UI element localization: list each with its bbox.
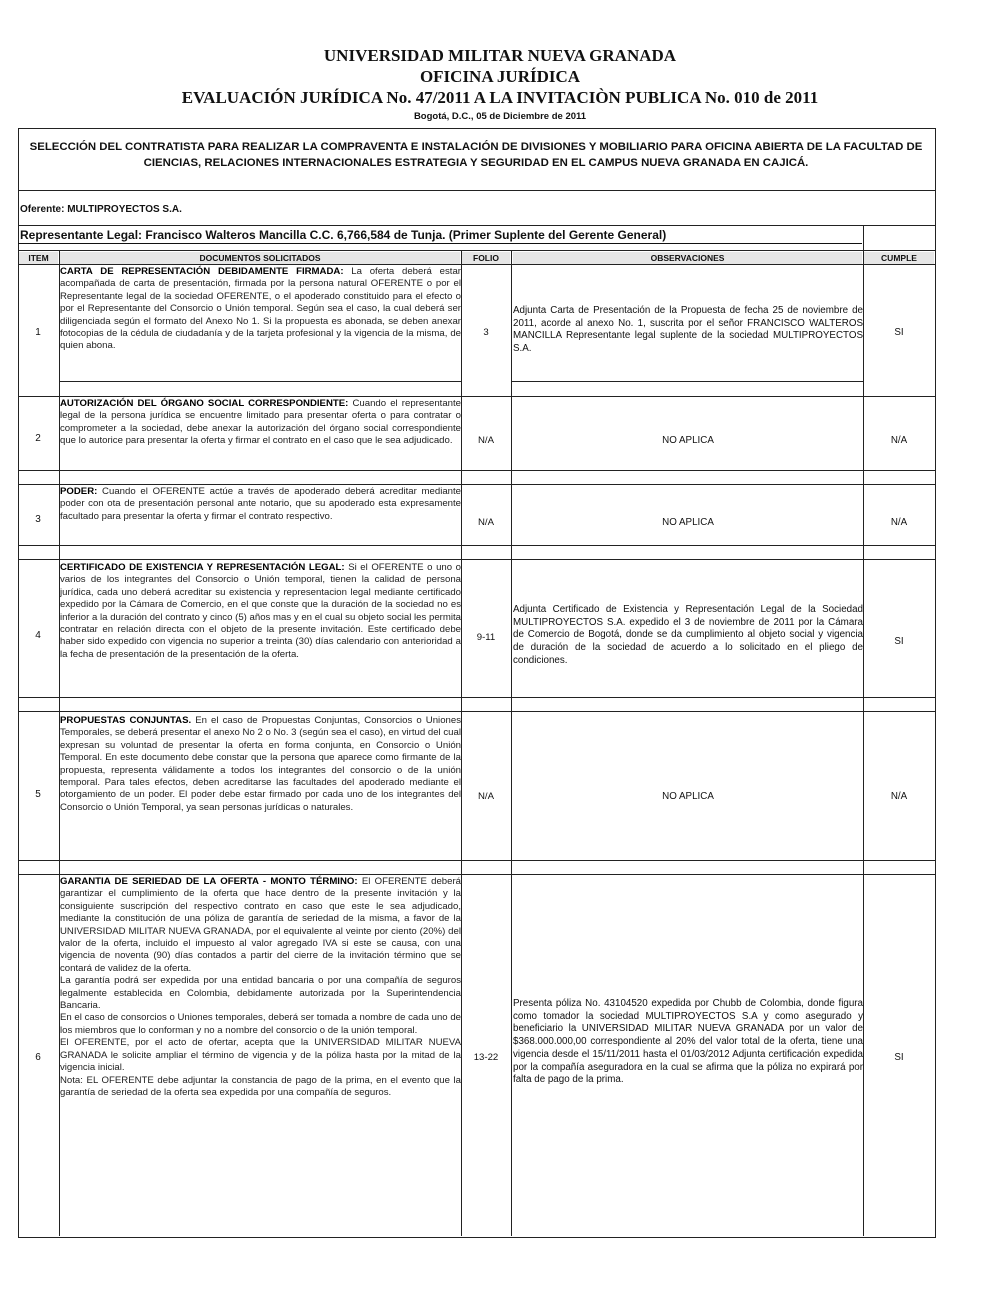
row-document-paragraph: La garantía podrá ser expedida por una entidad bancaria o por una compañía de seguros legalmente establecida en Colombia, debidamente autorizada por la Superintendencia Bancaria.: [60, 975, 461, 1012]
row-observations: Adjunta Certificado de Existencia y Representación Legal de la Sociedad MULTIPROYECTOS S.A. expedido el 3 de noviembre de 2011 por la Cámara de Comercio de Bogotá, donde se da cumplimiento al objeto social y vigencia de duración de la sociedad de acuerdo a lo solicitado en el pliego de condiciones.: [513, 604, 863, 666]
row-divider: [512, 381, 864, 382]
column-header-docs: DOCUMENTOS SOLICITADOS: [60, 252, 460, 264]
row-cumple: SI: [894, 636, 904, 647]
row-folio: N/A: [478, 791, 494, 802]
row-cumple: N/A: [890, 517, 908, 528]
row-cumple: SI: [894, 1052, 904, 1063]
row-divider: [60, 381, 462, 382]
row-divider: [18, 697, 935, 698]
divider: [18, 225, 935, 226]
row-observations: NO APLICA: [662, 791, 714, 802]
row-document-title: CARTA DE REPRESENTACIÓN DEBIDAMENTE FIRMADA:: [60, 266, 344, 277]
divider: [18, 243, 862, 244]
row-document-title: PROPUESTAS CONJUNTAS.: [60, 715, 192, 726]
row-document-paragraph: En el caso de consorcios o Uniones temporales, deberá ser tomada a nombre de cada uno de los miembros que lo conforman y no a nombre del consorcio o de la unión temporal.: [60, 1012, 461, 1036]
row-cumple: N/A: [890, 435, 908, 446]
row-item-number: 2: [35, 433, 41, 444]
row-folio: 9-11: [476, 632, 496, 643]
row-document-body: En el caso de Propuestas Conjuntas, Consorcios o Uniones Temporales, se deberá presentar el anexo No 2 o No. 3 (según sea el caso), en virtud del cual expresan su voluntad de presentar la oferta en forma conjunta, en Consorcio o Unión Temporal. En este documento debe constar que la persona que aparece como firmante de la propuesta, representa válidamente a todos los integrantes del consorcio o de la unión temporal. Para tales efectos, deben acreditarse las facultades del apoderado mediante el otorgamiento de un poder. El poder debe estar firmado por cada uno de los integrantes del Consorcio o Unión Temporal, ya sean personas jurídicas o naturales.: [60, 715, 461, 813]
column-line: [863, 225, 864, 1236]
row-folio: 13-22: [473, 1052, 499, 1063]
oferente-label: Oferente: MULTIPROYECTOS S.A.: [20, 204, 182, 215]
row-folio: 3: [483, 327, 489, 338]
divider: [18, 190, 935, 191]
university-title: UNIVERSIDAD MILITAR NUEVA GRANADA: [323, 46, 677, 65]
row-document-text: [60, 715, 461, 814]
row-item-number: 6: [35, 1052, 41, 1063]
row-folio: N/A: [478, 435, 494, 446]
row-item-number: 1: [35, 327, 41, 338]
row-divider: [18, 559, 935, 560]
row-observations: NO APLICA: [662, 517, 714, 528]
row-observations: NO APLICA: [662, 435, 714, 446]
column-line: [461, 250, 462, 1236]
row-document-text: [60, 486, 461, 523]
row-divider: [18, 396, 935, 397]
column-header-obs: OBSERVACIONES: [513, 252, 862, 264]
row-divider: [18, 711, 935, 712]
row-document-body: Cuando el OFERENTE actúe a través de apoderado deberá acreditar mediante poder con ota de presentación personal ante notario, que su apoderado esta expresamente facultado para presentar la oferta y firmar el contrato respectivo.: [60, 486, 461, 522]
row-cumple: SI: [894, 327, 904, 338]
row-document-body: El OFERENTE deberá garantizar el cumplimiento de la oferta que hace dentro de la presente invitación y la consiguiente suscripción del respectivo contrato en caso que este le sea adjudicado, mediante la constitución de una póliza de garantía de seriedad de la misma, a favor de la UNIVERSIDAD MILITAR NUEVA GRANADA, por el equivalente al veinte por ciento (20%) del valor de la oferta, incluido el impuesto al valor agregado IVA si este se causa, con una vigencia de noventa (90) días contados a partir del cierre de la invitación término que se contará de validez de la oferta.: [60, 876, 461, 974]
divider: [18, 250, 935, 251]
row-document-text: [60, 876, 461, 1099]
row-document-paragraph: El OFERENTE, por el acto de ofertar, acepta que la UNIVERSIDAD MILITAR NUEVA GRANADA le solicite ampliar el término de vigencia y de la póliza hasta por la mitad de la vigencia inicial.: [60, 1037, 461, 1074]
row-document-text: [60, 562, 461, 661]
row-document-text: [60, 266, 461, 353]
row-cumple: N/A: [890, 791, 908, 802]
row-divider: [18, 484, 935, 485]
column-header-folio: FOLIO: [462, 252, 510, 264]
row-item-number: 4: [35, 630, 41, 641]
selection-description: SELECCIÓN DEL CONTRATISTA PARA REALIZAR LA COMPRAVENTA E INSTALACIÓN DE DIVISIONES Y MOBILIARIO PARA OFICINA ABIERTA DE LA FACULTAD DE CIENCIAS, RELACIONES INTERNACIONALES ESTRATEGIA Y SEGURIDAD EN EL CAMPUS NUEVA GRANADA EN CAJICÁ.: [29, 141, 923, 169]
row-document-title: CERTIFICADO DE EXISTENCIA Y REPRESENTACIÓN LEGAL:: [60, 562, 345, 573]
row-document-paragraph: Nota: EL OFERENTE debe adjuntar la constancia de pago de la prima, en el evento que la garantía de seriedad de la oferta sea expedida por una compañía de seguros.: [60, 1074, 461, 1098]
office-title: OFICINA JURÍDICA: [419, 67, 581, 86]
row-document-title: PODER:: [60, 486, 98, 497]
row-folio: N/A: [478, 517, 494, 528]
column-header-cumple: CUMPLE: [864, 252, 934, 264]
row-document-title: GARANTIA DE SERIEDAD DE LA OFERTA - MONTO TÉRMINO:: [60, 876, 358, 887]
representante-legal: Representante Legal: Francisco Walteros Mancilla C.C. 6,766,584 de Tunja. (Primer Suplente del Gerente General): [20, 228, 667, 242]
column-header-item: ITEM: [19, 252, 58, 264]
row-item-number: 3: [35, 514, 41, 525]
row-divider: [18, 874, 935, 875]
row-document-paragraph: [60, 876, 461, 975]
row-item-number: 5: [35, 789, 41, 800]
row-document-body: Cuando el representante legal de la persona jurídica se encuentre limitado para presentar oferta o para contratar o comprometer a la sociedad, debe anexar la autorización del órgano social correspondiente que lo autorice para presentar la oferta y firmar el contrato en el caso que le sea adjudicado.: [60, 398, 461, 447]
evaluation-title: EVALUACIÓN JURÍDICA No. 47/2011 A LA INVITACIÒN PUBLICA No. 010 de 2011: [181, 88, 819, 107]
document-date: Bogotá, D.C., 05 de Diciembre de 2011: [413, 111, 587, 122]
column-line: [511, 250, 512, 1236]
row-divider: [18, 545, 935, 546]
row-document-text: [60, 398, 461, 448]
row-divider: [18, 470, 935, 471]
row-document-body: Si el OFERENTE o uno o varios de los integrantes del Consorcio o Unión temporal, tienen la calidad de persona jurídica, cada uno deberá acreditar su existencia y representacion legal mediante certificado expedido por la Cámara de Comercio, en el que conste que la duración de la sociedad no es inferior a la duración del contrato y cinco (5) años mas y en el cual su objeto social les permita contratar en relación directa con el objeto de la presente invitación. Este certificado debe haber sido expedido con vigencia no superior a treinta (30) días calendario con anterioridad a la fecha de presentación de la presentación de la oferta.: [60, 562, 462, 660]
row-observations: Presenta póliza No. 43104520 expedida por Chubb de Colombia, donde figura como tomador la sociedad MULTIPROYECTOS S.A y como asegurado y beneficiario la UNIVERSIDAD MILITAR NUEVA GRANADA por un valor de $368.000.000,00 correspondiente al 20% del valor total de la oferta, tiene una vigencia desde el 15/11/2011 hasta el 01/03/2012 Adjunta certificación expedida por la compañía aseguradora en la cual se afirma que la póliza no expirará por falta de pago de la prima.: [513, 998, 863, 1086]
divider: [18, 264, 935, 265]
row-document-body: La oferta deberá estar acompañada de carta de presentación, firmada por la persona natural OFERENTE o por el Representante legal de la sociedad OFERENTE, o el apoderado constituido para el efecto o por el Representante del Consorcio o Unión temporal. Según sea el caso, la cual deberá ser diligenciada según el formato del Anexo No 1. Si la propuesta es abonada, se deben anexar fotocopias de la cédula de ciudadanía y de la tarjeta profesional y la vigencia de la misma, de quien abona.: [60, 266, 461, 352]
row-divider: [18, 860, 935, 861]
row-observations: Adjunta Carta de Presentación de la Propuesta de fecha 25 de noviembre de 2011, acorde al anexo No. 1, suscrita por el señor FRANCISCO WALTEROS MANCILLA Representante legal suplente de la sociedad MULTIPROYECTOS S.A.: [513, 305, 863, 355]
row-document-title: AUTORIZACIÓN DEL ÓRGANO SOCIAL CORRESPONDIENTE:: [60, 398, 349, 409]
